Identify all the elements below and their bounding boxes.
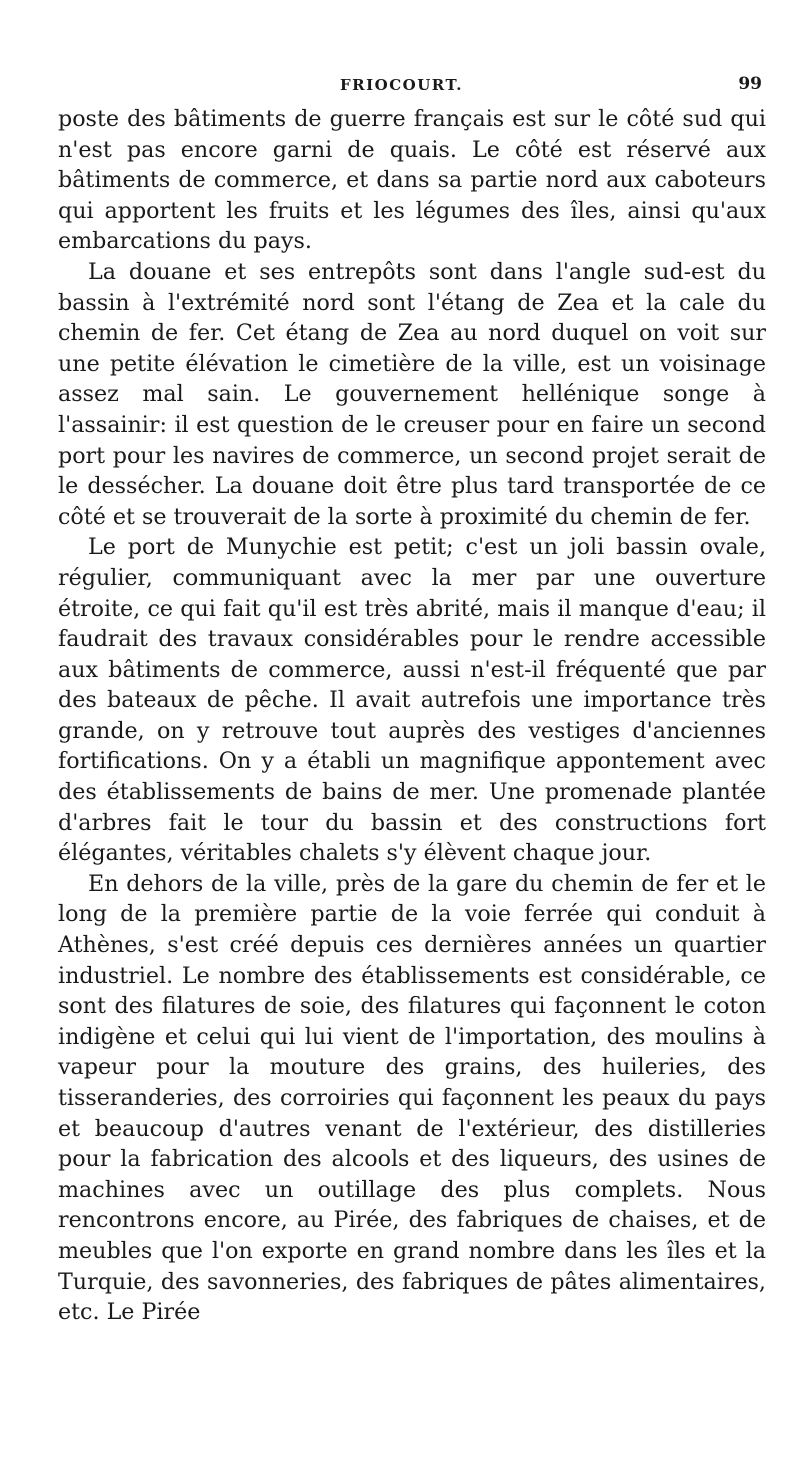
paragraph-1: poste des bâtiments de guerre français est sur le côté sud qui n'est pas encore garni de quais. Le côté est réservé aux bâtiments de commerce, et dans sa partie nord aux caboteurs qui apportent les fruits et les légumes des îles, ainsi qu'aux embarcations du pays. (58, 106, 766, 255)
paragraph-3: Le port de Munychie est petit; c'est un joli bassin ovale, régulier, communiquant avec la mer par une ouverture étroite, ce qui fait qu'il est très abrité, mais il manque d'eau; il faudrait des travaux considérables pour le rendre accessible aux bâtiments de commerce, aussi n'est-il fréquenté que par des bateaux de pêche. Il avait autrefois une importance très grande, on y retrouve tout auprès des vestiges d'anciennes fortifications. On y a établi un magnifique appontement avec des établissements de bains de mer. Une promenade plantée d'arbres fait le tour du bassin et des constructions fort élégantes, véritables chalets s'y élèvent chaque jour. (58, 534, 766, 867)
running-title: FRIOCOURT. (340, 76, 463, 94)
page-number: 99 (738, 74, 762, 94)
paragraph-2: La douane et ses entrepôts sont dans l'angle sud-est du bassin à l'extrémité nord sont l'étang de Zea et la cale du chemin de fer. Cet étang de Zea au nord duquel on voit sur une petite élévation le cimetière de la ville, est un voisinage assez mal sain. Le gouvernement hellénique songe à l'assainir: il est question de le creuser pour en faire un second port pour les navires de commerce, un second projet serait de le dessécher. La douane doit être plus tard transportée de ce côté et se trouverait de la sorte à proximité du chemin de fer. (58, 258, 766, 530)
body-text (58, 104, 766, 1328)
paragraph-4: En dehors de la ville, près de la gare du chemin de fer et le long de la première partie de la voie ferrée qui conduit à Athènes, s'est créé depuis ces dernières années un quartier industriel. Le nombre des établissements est considérable, ce sont des filatures de soie, des filatures qui façonnent le coton indigène et celui qui lui vient de l'importation, des moulins à vapeur pour la mouture des grains, des huileries, des tisseranderies, des corroiries qui façonnent les peaux du pays et beaucoup d'autres venant de l'extérieur, des distilleries pour la fabrication des alcools et des liqueurs, des usines de machines avec un outillage des plus complets. Nous rencontrons encore, au Pirée, des fabriques de chaises, et de meubles que l'on exporte en grand nombre dans les îles et la Turquie, des savonneries, des fabriques de pâtes alimentaires, etc. Le Pirée (58, 870, 766, 1326)
